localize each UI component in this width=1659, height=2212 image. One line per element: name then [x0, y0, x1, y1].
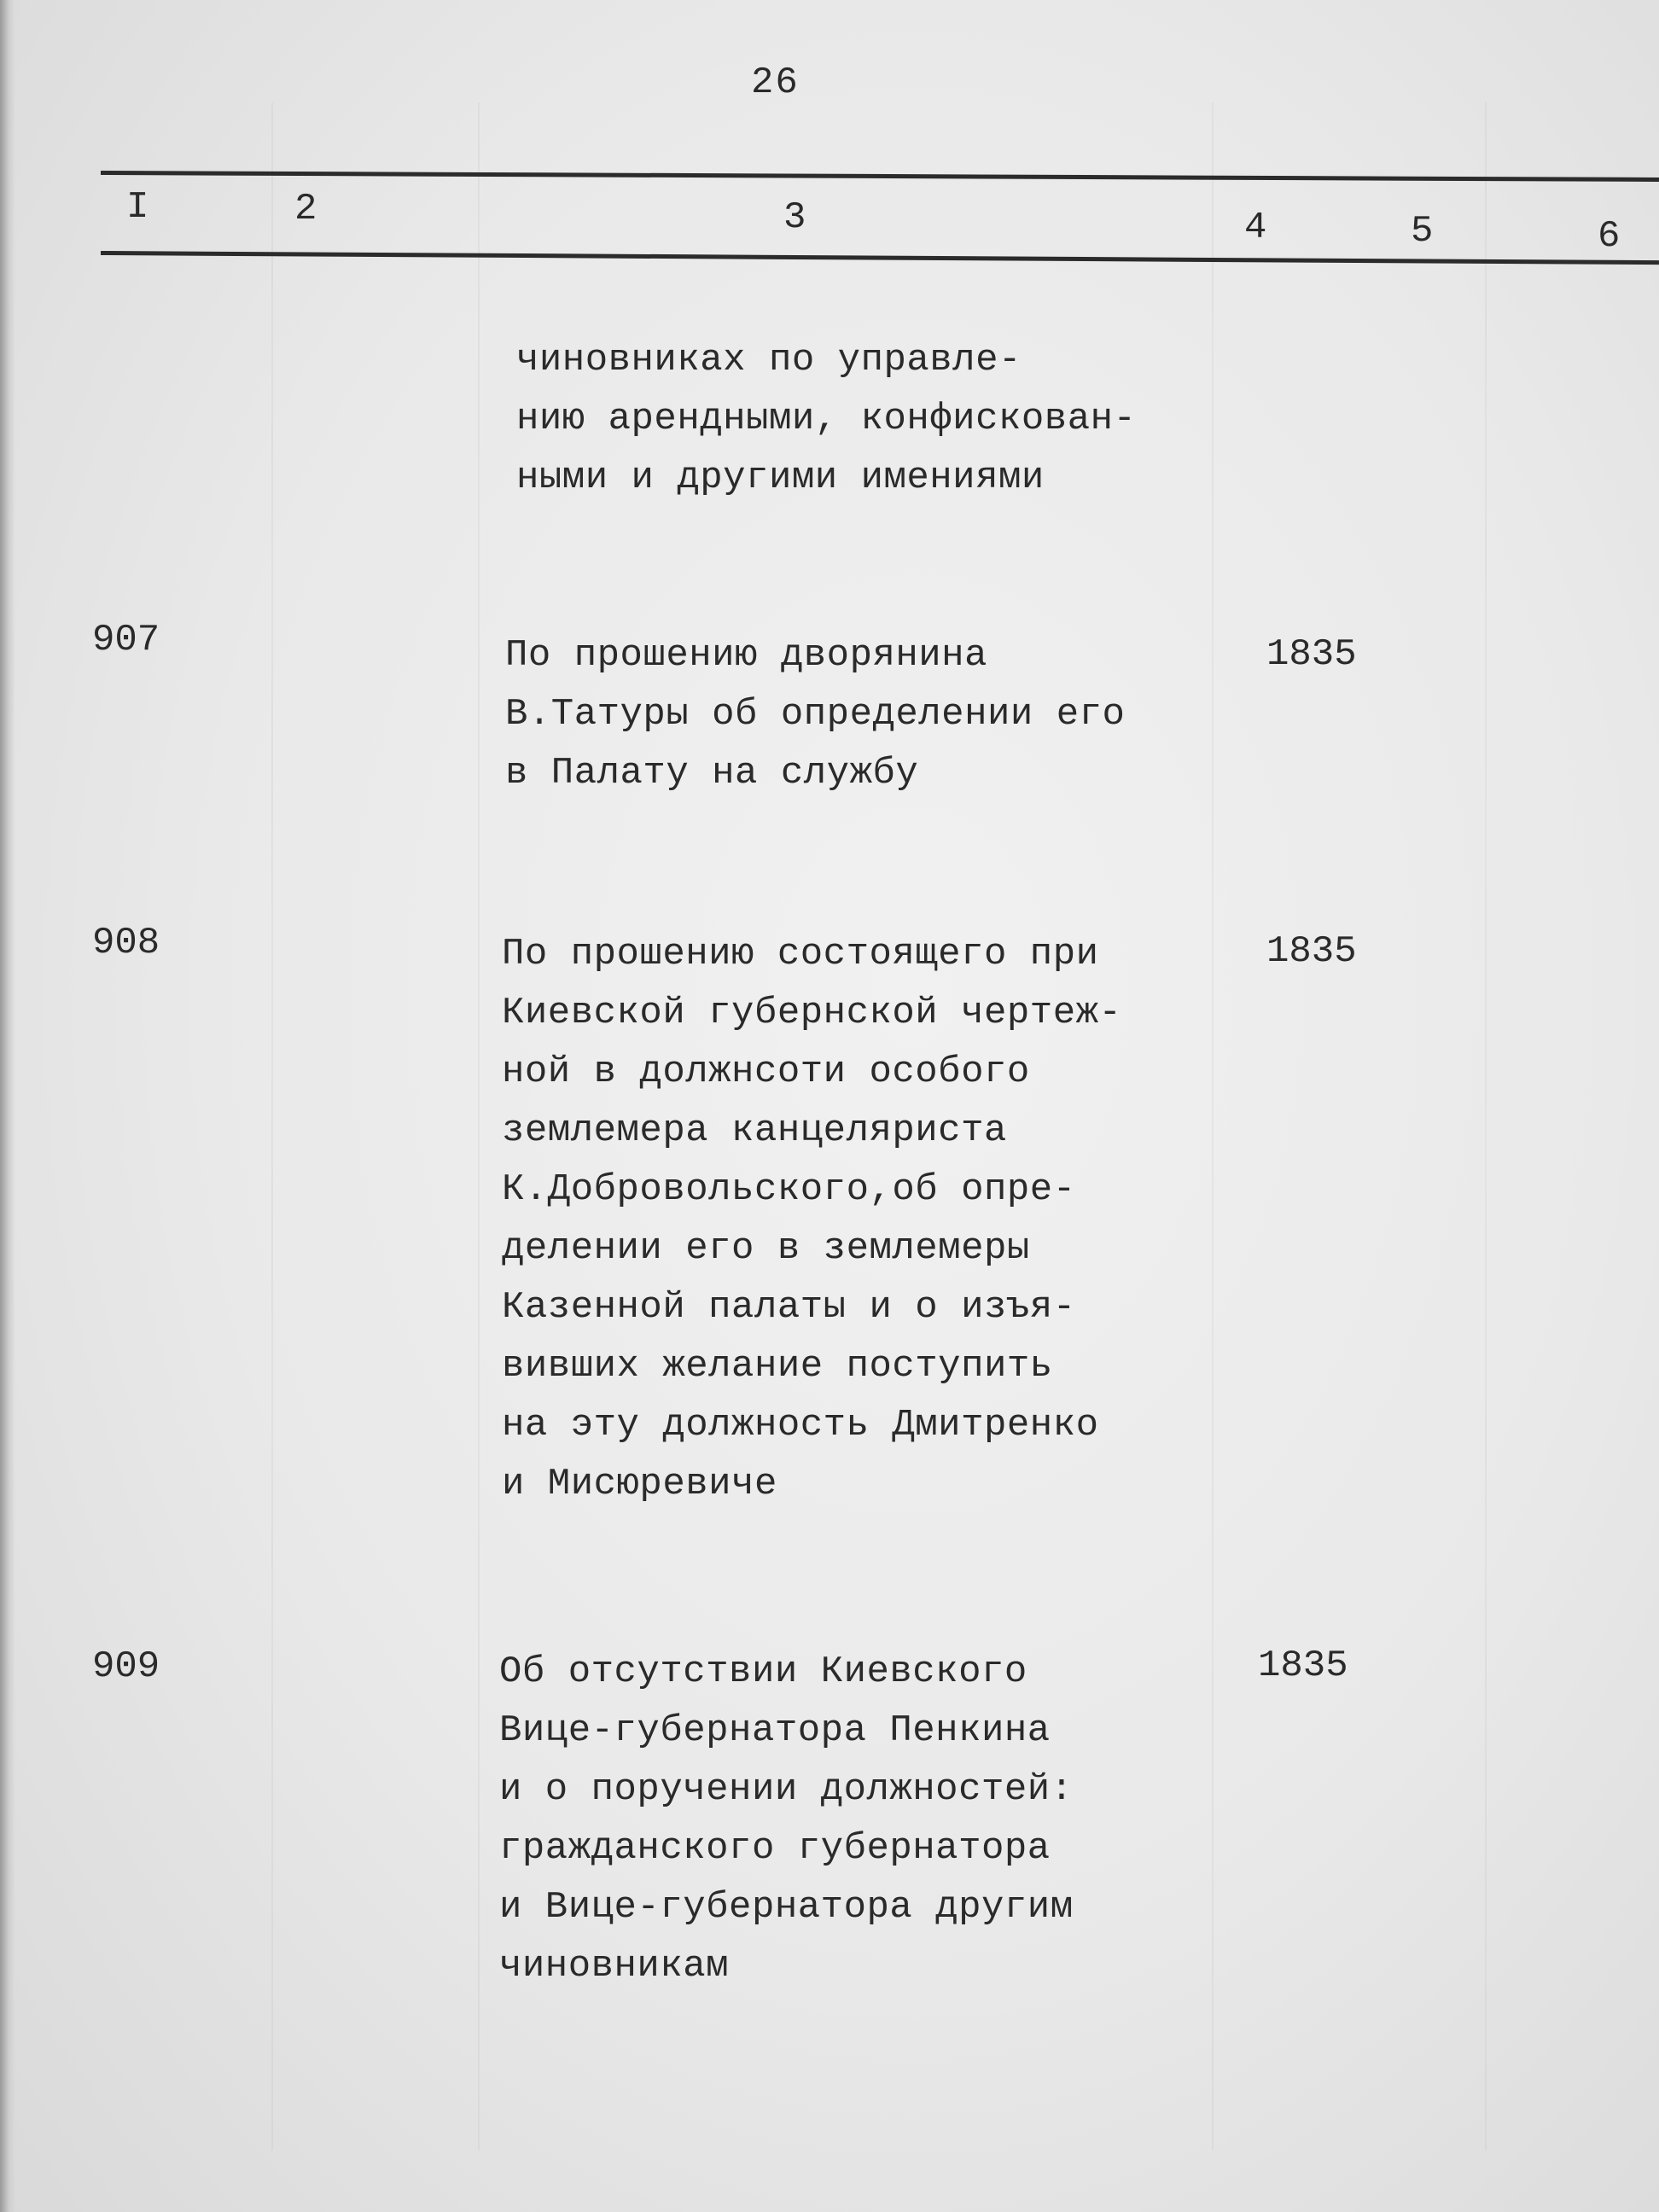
entry-number: 908 — [92, 922, 160, 964]
entry-year: 1835 — [1258, 1644, 1348, 1687]
column-header-1: I — [126, 186, 149, 229]
continuation-description: чиновниках по управле- нию арендными, конфискован- ными и другими имениями — [516, 339, 1137, 499]
entry-description: По прошению дворянина В.Татуры об определении его в Палату на службу — [505, 634, 1126, 795]
entry-description: По прошению состоящего при Киевской губернской чертеж- ной в должнсоти особого землемера канцеляриста К.Добровольского,об опре- делении его в землемеры Казенной палаты и о изъя- вивших желание поступить на эту должность Дмитренко и Мисюревиче — [502, 933, 1122, 1505]
column-guide — [271, 102, 273, 2151]
entry-year: 1835 — [1266, 633, 1357, 676]
column-header-5: 5 — [1411, 210, 1434, 253]
page-edge-shadow — [0, 0, 15, 2212]
column-header-2: 2 — [294, 188, 317, 230]
entry-description: Об отсутствии Киевского Вице-губернатора Пенкина и о поручении должностей: гражданского губернатора и Вице-губернатора другим чиновникам — [499, 1650, 1074, 1988]
page-number: 26 — [751, 61, 800, 104]
header-rule-bottom — [101, 251, 1659, 265]
entry-year: 1835 — [1266, 930, 1357, 973]
column-header-4: 4 — [1244, 207, 1267, 249]
column-header-6: 6 — [1598, 215, 1621, 258]
column-guide — [1485, 102, 1487, 2151]
entry-number: 909 — [92, 1645, 160, 1688]
column-guide — [478, 102, 480, 2151]
header-rule-top — [101, 171, 1659, 182]
column-header-3: 3 — [783, 196, 806, 239]
entry-number: 907 — [92, 619, 160, 661]
